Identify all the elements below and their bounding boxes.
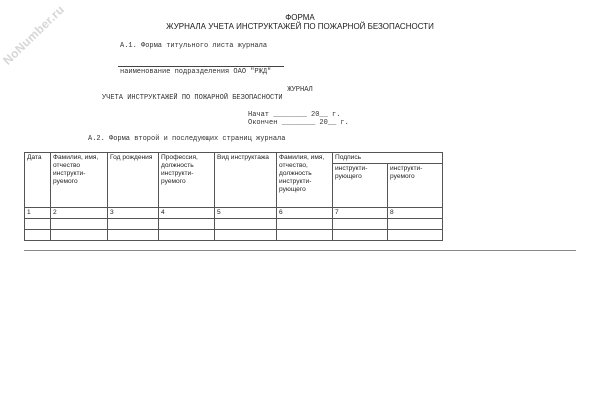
col-number: 3: [108, 208, 159, 219]
col-number: 7: [333, 208, 388, 219]
col-number: 8: [388, 208, 443, 219]
watermark: NoNumber.ru: [0, 2, 68, 68]
table-row: [25, 219, 443, 230]
form-title: ФОРМА: [285, 13, 315, 22]
header-profession: Профессия, должность инструкти-руемого: [159, 153, 215, 208]
table-number-row: [25, 208, 443, 219]
table-header-row: [25, 153, 443, 164]
col-number: 1: [25, 208, 51, 219]
org-name-label: наименование подразделения ОАО "РЖД": [120, 68, 272, 76]
form-subtitle: ЖУРНАЛА УЧЕТА ИНСТРУКТАЖЕЙ ПО ПОЖАРНОЙ БЕЗОПАСНОСТИ: [166, 22, 434, 31]
header-birth-year: Год рождения: [108, 153, 159, 208]
col-number: 6: [277, 208, 333, 219]
header-briefing-type: Вид инструктажа: [215, 153, 277, 208]
header-fio-instructor: Фамилия, имя, отчество, должность инструкти-рующего: [277, 153, 333, 208]
col-number: 2: [51, 208, 108, 219]
col-number: 4: [159, 208, 215, 219]
header-sign-instructed: инструкти-руемого: [388, 164, 443, 208]
journal-word: ЖУРНАЛ: [287, 86, 313, 94]
header-date: Дата: [25, 153, 51, 208]
table-row: [25, 230, 443, 241]
org-name-line: [118, 66, 284, 67]
journal-table: [24, 152, 443, 241]
started-field: Начат ________ 20__ г.: [248, 111, 341, 119]
header-sign-instructor: инструкти-рующего: [333, 164, 388, 208]
page-divider: [24, 250, 576, 251]
title-page-caption: А.1. Форма титульного листа журнала: [120, 42, 268, 50]
second-page-caption: А.2. Форма второй и последующих страниц журнала: [88, 135, 286, 143]
ended-field: Окончен ________ 20__ г.: [248, 119, 349, 127]
header-fio-instructed: Фамилия, имя, отчество инструкти-руемого: [51, 153, 108, 208]
col-number: 5: [215, 208, 277, 219]
header-signature: Подпись: [333, 153, 443, 164]
journal-title: УЧЕТА ИНСТРУКТАЖЕЙ ПО ПОЖАРНОЙ БЕЗОПАСНОСТИ: [102, 94, 283, 102]
